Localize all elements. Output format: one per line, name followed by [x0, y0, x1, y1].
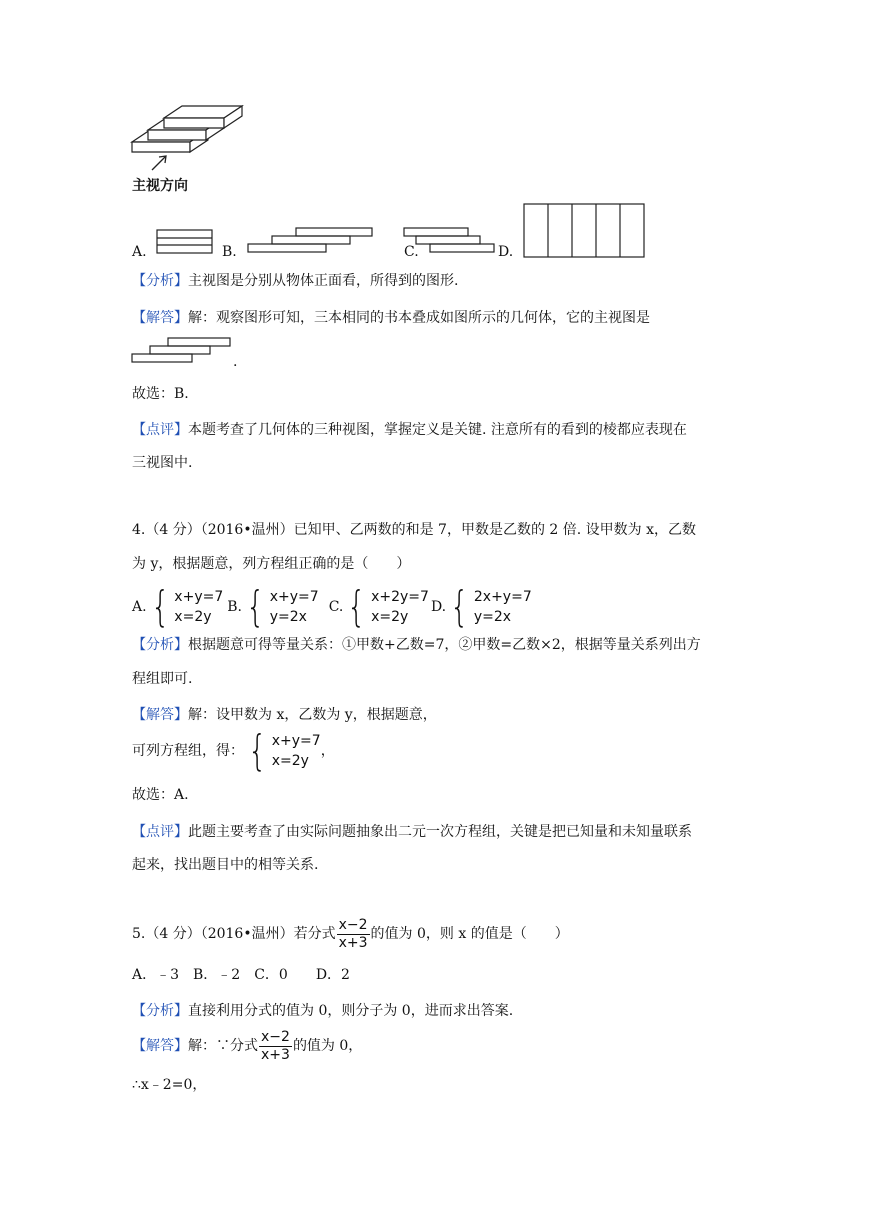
q5-fraction: [337, 917, 370, 952]
option-d-label: D.: [498, 244, 514, 260]
answer-system: { x+y=7 x=2y: [248, 726, 321, 775]
eq1: x+y=7: [269, 589, 319, 605]
analysis-text: 直接利用分式的值为 0，则分子为 0，进而求出答案.: [188, 1003, 514, 1019]
q5-answer-fraction: [259, 1029, 292, 1064]
eq1: x+2y=7: [371, 589, 429, 605]
denominator: x+3: [338, 934, 368, 951]
comment-tag: 【点评】: [132, 824, 188, 840]
q4-option-a-label: A.: [132, 599, 147, 615]
answer-tag: 【解答】: [132, 310, 188, 326]
q3-comment-line1: [132, 420, 687, 440]
figure-caption: 主视方向: [132, 178, 188, 194]
comment-text: 本题考查了几何体的三种视图，掌握定义是关键. 注意所有的看到的棱都应表现在: [188, 422, 687, 438]
q4-option-b-system: { x+y=7 y=2x: [246, 582, 319, 631]
q4-choice: 故选：A.: [132, 787, 189, 803]
q4-comment-line1: [132, 822, 692, 842]
q4-options: [132, 583, 532, 631]
analysis-text: 根据题意可得等量关系：①甲数+乙数=7，②甲数=乙数×2，根据等量关系列出方: [188, 637, 701, 653]
q4-option-a-system: { x+y=7 x=2y: [150, 582, 224, 631]
q4-comment-line2: 起来，找出题目中的相等关系.: [132, 857, 319, 873]
answer-comma: ，: [320, 743, 335, 759]
option-a-label: A.: [132, 244, 147, 260]
answer-text: 解：设甲数为 x，乙数为 y，根据题意，: [188, 707, 437, 723]
q5-analysis: [132, 1001, 513, 1021]
comment-tag: 【点评】: [132, 422, 188, 438]
option-c-figure: [402, 226, 498, 254]
q3-answer: [132, 308, 650, 328]
q3-choice: 故选：B.: [132, 386, 189, 402]
numerator: x−2: [261, 1028, 290, 1045]
q4-answer-line2: [132, 727, 335, 775]
option-d-figure: [523, 203, 647, 259]
analysis-tag: 【分析】: [132, 1003, 188, 1019]
eq2: x=2y: [271, 753, 309, 769]
answer-post: 的值为 0，: [292, 1038, 363, 1054]
numerator: x−2: [338, 916, 368, 933]
q4-analysis-line1: [132, 635, 701, 655]
q4-option-d-label: D.: [430, 599, 447, 615]
q4-option-c-label: C.: [328, 599, 344, 615]
q3-analysis: [132, 271, 458, 291]
eq1: x+y=7: [271, 733, 321, 749]
eq2: y=2x: [269, 609, 307, 625]
eq2: x=2y: [371, 609, 409, 625]
answer-pre: 解：∵分式: [188, 1038, 258, 1054]
denominator: x+3: [261, 1046, 290, 1063]
stacked-books-figure: [128, 104, 252, 172]
q5-stem-post: 的值为 0，则 x 的值是（ ）: [370, 926, 569, 942]
eq2: y=2x: [473, 609, 512, 625]
q3-comment-line2: 三视图中.: [132, 455, 193, 471]
analysis-text: 主视图是分别从物体正面看，所得到的图形.: [188, 273, 459, 289]
analysis-tag: 【分析】: [132, 273, 188, 289]
option-c-label: C.: [404, 244, 419, 260]
q4-stem-line1: 4.（4 分）（2016•温州）已知甲、乙两数的和是 7，甲数是乙数的 2 倍. 设甲数为 x，乙数: [132, 522, 697, 538]
eq1: x+y=7: [174, 589, 224, 605]
answer-tag: 【解答】: [132, 1038, 188, 1054]
q4-answer-line1: [132, 705, 437, 725]
comment-text: 此题主要考查了由实际问题抽象出二元一次方程组，关键是把已知量和未知量联系: [188, 824, 692, 840]
q4-analysis-line2: 程组即可.: [132, 671, 193, 687]
q5-answer: [132, 1026, 362, 1066]
answer-period: .: [233, 354, 238, 370]
eq2: x=2y: [174, 609, 212, 625]
q5-stem-pre: 5.（4 分）（2016•温州）若分式: [132, 926, 336, 942]
q5-stem: [132, 914, 569, 954]
option-b-label: B.: [222, 244, 237, 260]
option-b-figure: [246, 226, 376, 254]
option-a-figure: [156, 229, 214, 255]
eq1: 2x+y=7: [473, 589, 532, 605]
q4-option-b-label: B.: [227, 599, 242, 615]
q4-option-d-system: { 2x+y=7 y=2x: [450, 582, 532, 631]
answer-text: 可列方程组，得：: [132, 743, 244, 759]
q4-stem-line2: 为 y，根据题意，列方程组正确的是（ ）: [132, 556, 411, 572]
answer-text: 解：观察图形可知，三本相同的书本叠成如图所示的几何体，它的主视图是: [188, 310, 650, 326]
q4-option-c-system: { x+2y=7 x=2y: [347, 582, 429, 631]
answer-front-view-figure: [130, 335, 234, 365]
analysis-tag: 【分析】: [132, 637, 188, 653]
q5-last-line: ∴x﹣2=0，: [132, 1077, 207, 1093]
q5-options: A．﹣3 B．﹣2 C．0 D．2: [132, 967, 350, 983]
answer-tag: 【解答】: [132, 707, 188, 723]
